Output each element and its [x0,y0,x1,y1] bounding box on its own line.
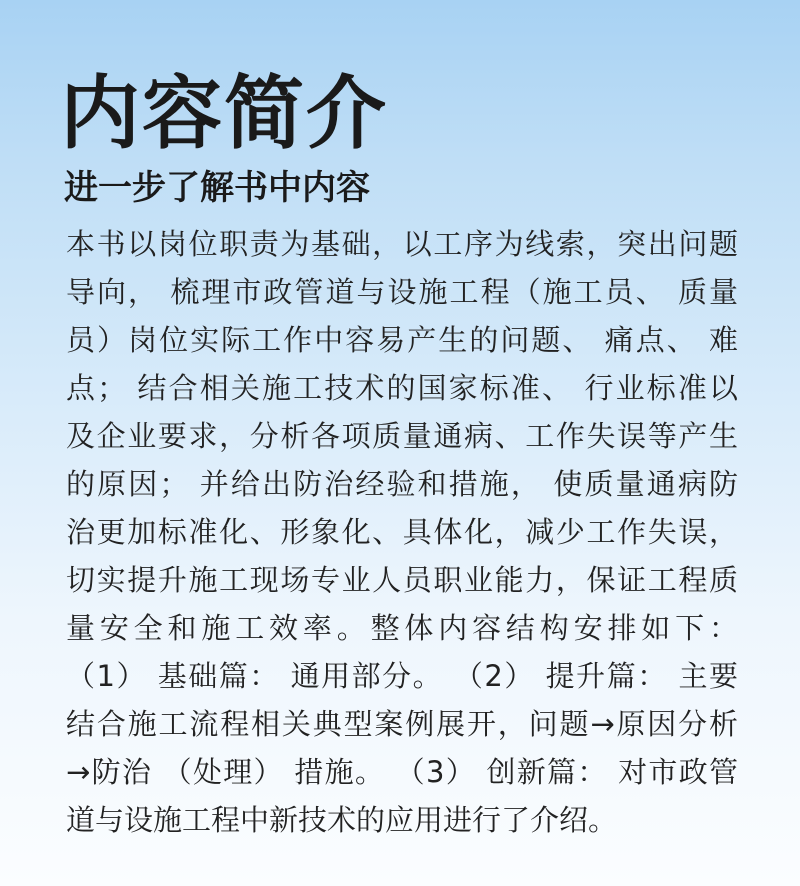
intro-body [66,220,738,844]
page-title: 内容简介 [60,67,388,160]
intro-line: 治更加标准化、形象化、具体化，减少工作失误， [66,515,738,549]
intro-line: 切实提升施工现场专业人员职业能力，保证工程质 [66,563,738,597]
intro-line: （1） 基础篇： 通用部分。 （2） 提升篇： 主要 [66,659,738,693]
intro-line: 及企业要求，分析各项质量通病、工作失误等产生 [66,419,738,453]
intro-line: 点； 结合相关施工技术的国家标准、 行业标准以 [66,371,738,405]
intro-line: 量安全和施工效率。整体内容结构安排如下： [66,611,738,645]
intro-line: 道与设施工程中新技术的应用进行了介绍。 [66,803,618,837]
intro-line: →防治 （处理） 措施。 （3） 创新篇： 对市政管 [66,755,738,789]
page-subtitle: 进一步了解书中内容 [64,168,370,208]
intro-line: 的原因； 并给出防治经验和措施， 使质量通病防 [66,467,738,501]
intro-line: 本书以岗位职责为基础，以工序为线索，突出问题 [66,227,738,261]
intro-line: 结合施工流程相关典型案例展开，问题→原因分析 [66,707,738,741]
intro-line: 导向， 梳理市政管道与设施工程（施工员、 质量 [66,275,738,309]
intro-line: 员）岗位实际工作中容易产生的问题、 痛点、 难 [66,323,739,357]
